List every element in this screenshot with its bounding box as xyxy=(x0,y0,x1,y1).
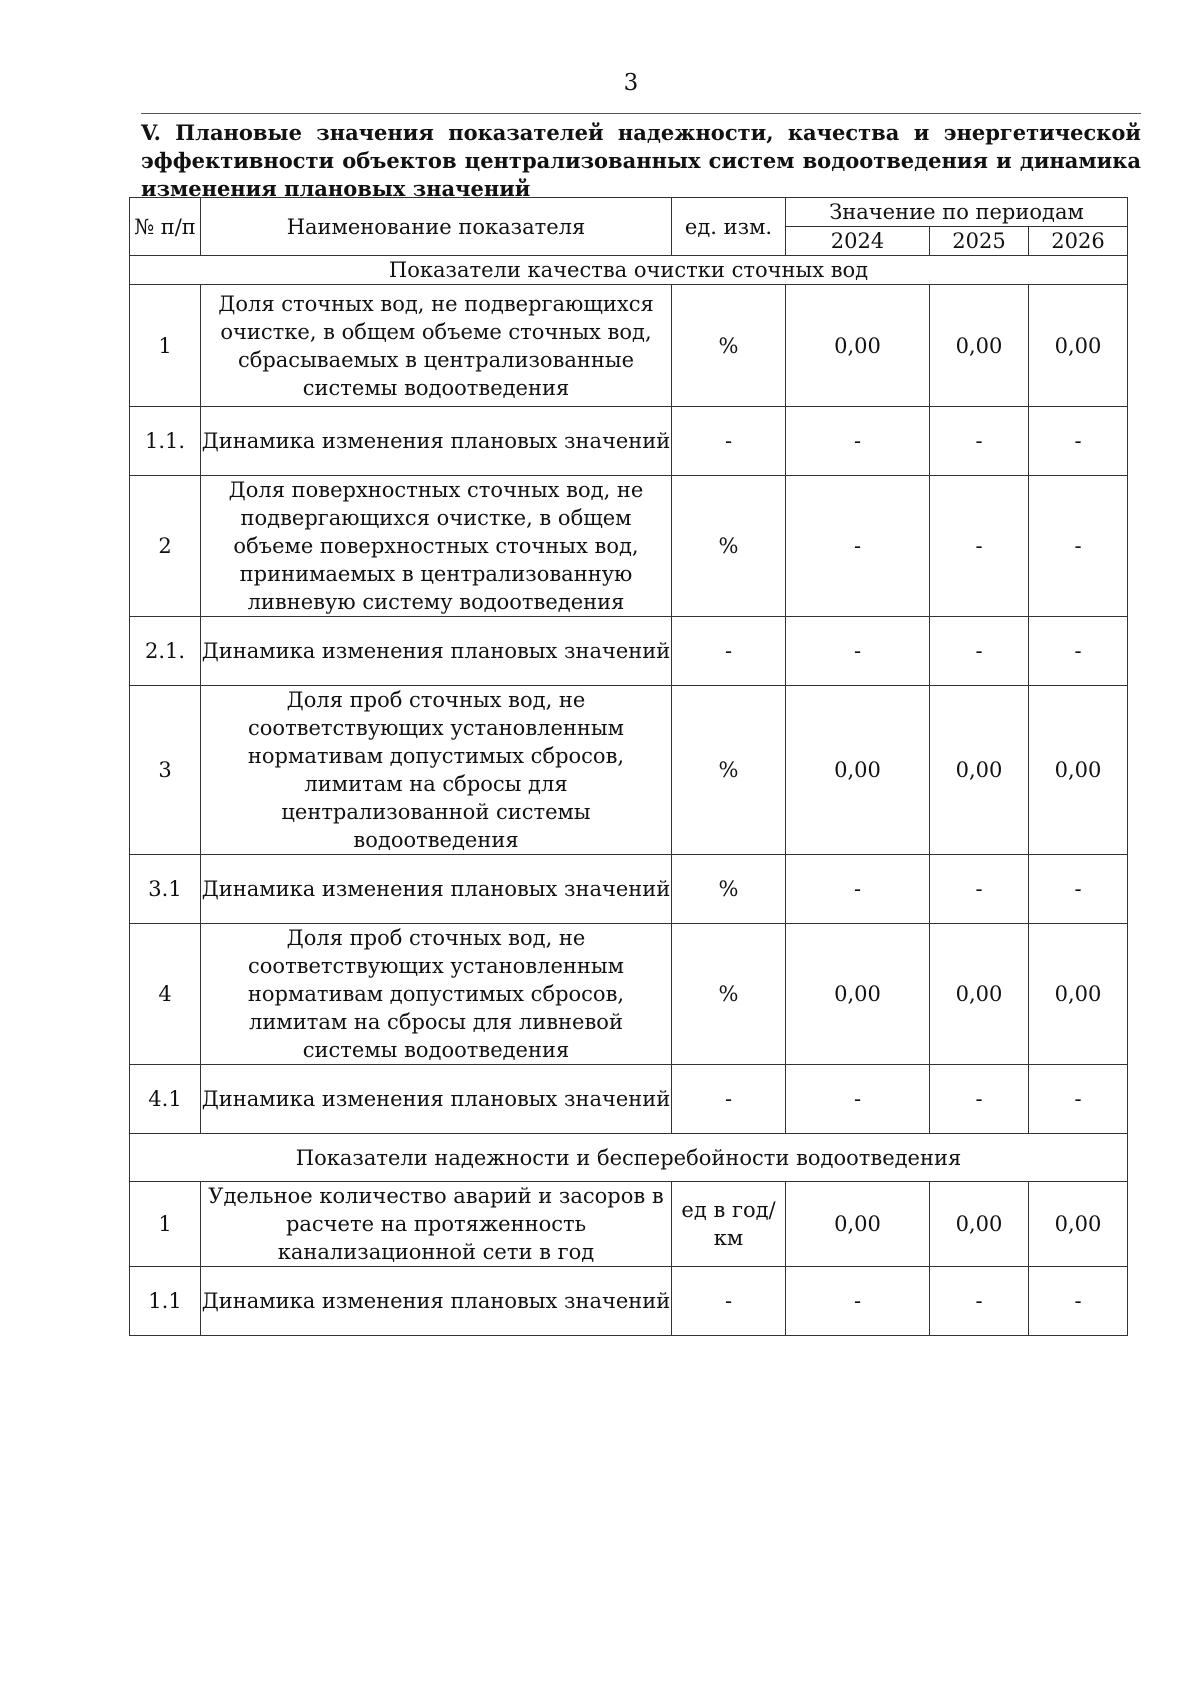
section-row xyxy=(130,256,1128,285)
section-heading: V. Плановые значения показателей надежности, качества и энергетической эффективности объектов централизованных систем водоотведения и динамика изменения плановых значений xyxy=(141,113,1141,203)
row-value-2024: - xyxy=(786,1267,930,1336)
table-row xyxy=(130,407,1128,476)
row-num: 2.1. xyxy=(130,617,201,686)
row-value-2026: - xyxy=(1029,1065,1128,1134)
header-row xyxy=(130,198,1128,227)
row-value-2025: - xyxy=(930,1267,1029,1336)
col-num-header: № п/п xyxy=(130,198,201,256)
row-num: 1 xyxy=(130,285,201,407)
row-num: 3 xyxy=(130,686,201,855)
row-name: Доля поверхностных сточных вод, не подвергающихся очистке, в общем объеме поверхностных сточных вод, принимаемых в централизованную ливневую систему водоотведения xyxy=(201,476,672,617)
table-row xyxy=(130,924,1128,1065)
table-row xyxy=(130,855,1128,924)
indicators-table xyxy=(129,197,1128,1336)
row-value-2026: - xyxy=(1029,617,1128,686)
row-name: Динамика изменения плановых значений xyxy=(201,407,672,476)
row-value-2026: - xyxy=(1029,407,1128,476)
row-unit: - xyxy=(672,1065,786,1134)
table-row xyxy=(130,1065,1128,1134)
table-row xyxy=(130,686,1128,855)
year-header: 2026 xyxy=(1029,227,1128,256)
row-value-2026: 0,00 xyxy=(1029,1182,1128,1267)
table-row xyxy=(130,617,1128,686)
table-row xyxy=(130,285,1128,407)
row-name: Доля проб сточных вод, не соответствующих установленным нормативам допустимых сбросов, лимитам на сбросы для ливневой системы водоотведения xyxy=(201,924,672,1065)
row-value-2026: 0,00 xyxy=(1029,686,1128,855)
row-unit: % xyxy=(672,686,786,855)
row-name: Удельное количество аварий и засоров в расчете на протяженность канализационной сети в год xyxy=(201,1182,672,1267)
row-value-2024: - xyxy=(786,1065,930,1134)
row-num: 1.1 xyxy=(130,1267,201,1336)
row-value-2025: - xyxy=(930,476,1029,617)
row-value-2025: - xyxy=(930,855,1029,924)
row-num: 4.1 xyxy=(130,1065,201,1134)
row-name: Динамика изменения плановых значений xyxy=(201,1267,672,1336)
row-unit: % xyxy=(672,855,786,924)
row-value-2024: 0,00 xyxy=(786,686,930,855)
row-name: Доля проб сточных вод, не соответствующих установленным нормативам допустимых сбросов, лимитам на сбросы для централизованной системы водоотведения xyxy=(201,686,672,855)
row-value-2026: 0,00 xyxy=(1029,285,1128,407)
row-unit: % xyxy=(672,285,786,407)
year-header: 2024 xyxy=(786,227,930,256)
row-value-2025: 0,00 xyxy=(930,686,1029,855)
row-unit: % xyxy=(672,476,786,617)
table-row xyxy=(130,1267,1128,1336)
row-num: 1 xyxy=(130,1182,201,1267)
col-periods-header: Значение по периодам xyxy=(786,198,1128,227)
row-unit: - xyxy=(672,617,786,686)
page-number: 3 xyxy=(623,70,639,96)
row-value-2025: 0,00 xyxy=(930,1182,1029,1267)
row-value-2025: - xyxy=(930,407,1029,476)
row-num: 1.1. xyxy=(130,407,201,476)
row-value-2026: - xyxy=(1029,476,1128,617)
row-value-2024: 0,00 xyxy=(786,285,930,407)
row-name: Динамика изменения плановых значений xyxy=(201,855,672,924)
row-unit: ед в год/ км xyxy=(672,1182,786,1267)
row-value-2025: - xyxy=(930,617,1029,686)
row-value-2025: 0,00 xyxy=(930,285,1029,407)
section-row xyxy=(130,1134,1128,1182)
row-value-2024: - xyxy=(786,855,930,924)
row-unit: - xyxy=(672,1267,786,1336)
row-unit: % xyxy=(672,924,786,1065)
row-unit: - xyxy=(672,407,786,476)
row-name: Динамика изменения плановых значений xyxy=(201,617,672,686)
row-num: 2 xyxy=(130,476,201,617)
row-value-2024: - xyxy=(786,617,930,686)
row-num: 3.1 xyxy=(130,855,201,924)
row-value-2026: - xyxy=(1029,855,1128,924)
section-title: Показатели надежности и бесперебойности водоотведения xyxy=(130,1134,1128,1182)
table-row xyxy=(130,476,1128,617)
row-name: Доля сточных вод, не подвергающихся очистке, в общем объеме сточных вод, сбрасываемых в централизованные системы водоотведения xyxy=(201,285,672,407)
row-value-2024: - xyxy=(786,407,930,476)
row-value-2026: - xyxy=(1029,1267,1128,1336)
row-value-2024: 0,00 xyxy=(786,924,930,1065)
row-value-2025: - xyxy=(930,1065,1029,1134)
row-value-2026: 0,00 xyxy=(1029,924,1128,1065)
row-value-2025: 0,00 xyxy=(930,924,1029,1065)
year-header: 2025 xyxy=(930,227,1029,256)
col-unit-header: ед. изм. xyxy=(672,198,786,256)
section-title: Показатели качества очистки сточных вод xyxy=(130,256,1128,285)
row-name: Динамика изменения плановых значений xyxy=(201,1065,672,1134)
row-value-2024: 0,00 xyxy=(786,1182,930,1267)
row-value-2024: - xyxy=(786,476,930,617)
col-name-header: Наименование показателя xyxy=(201,198,672,256)
row-num: 4 xyxy=(130,924,201,1065)
table-row xyxy=(130,1182,1128,1267)
